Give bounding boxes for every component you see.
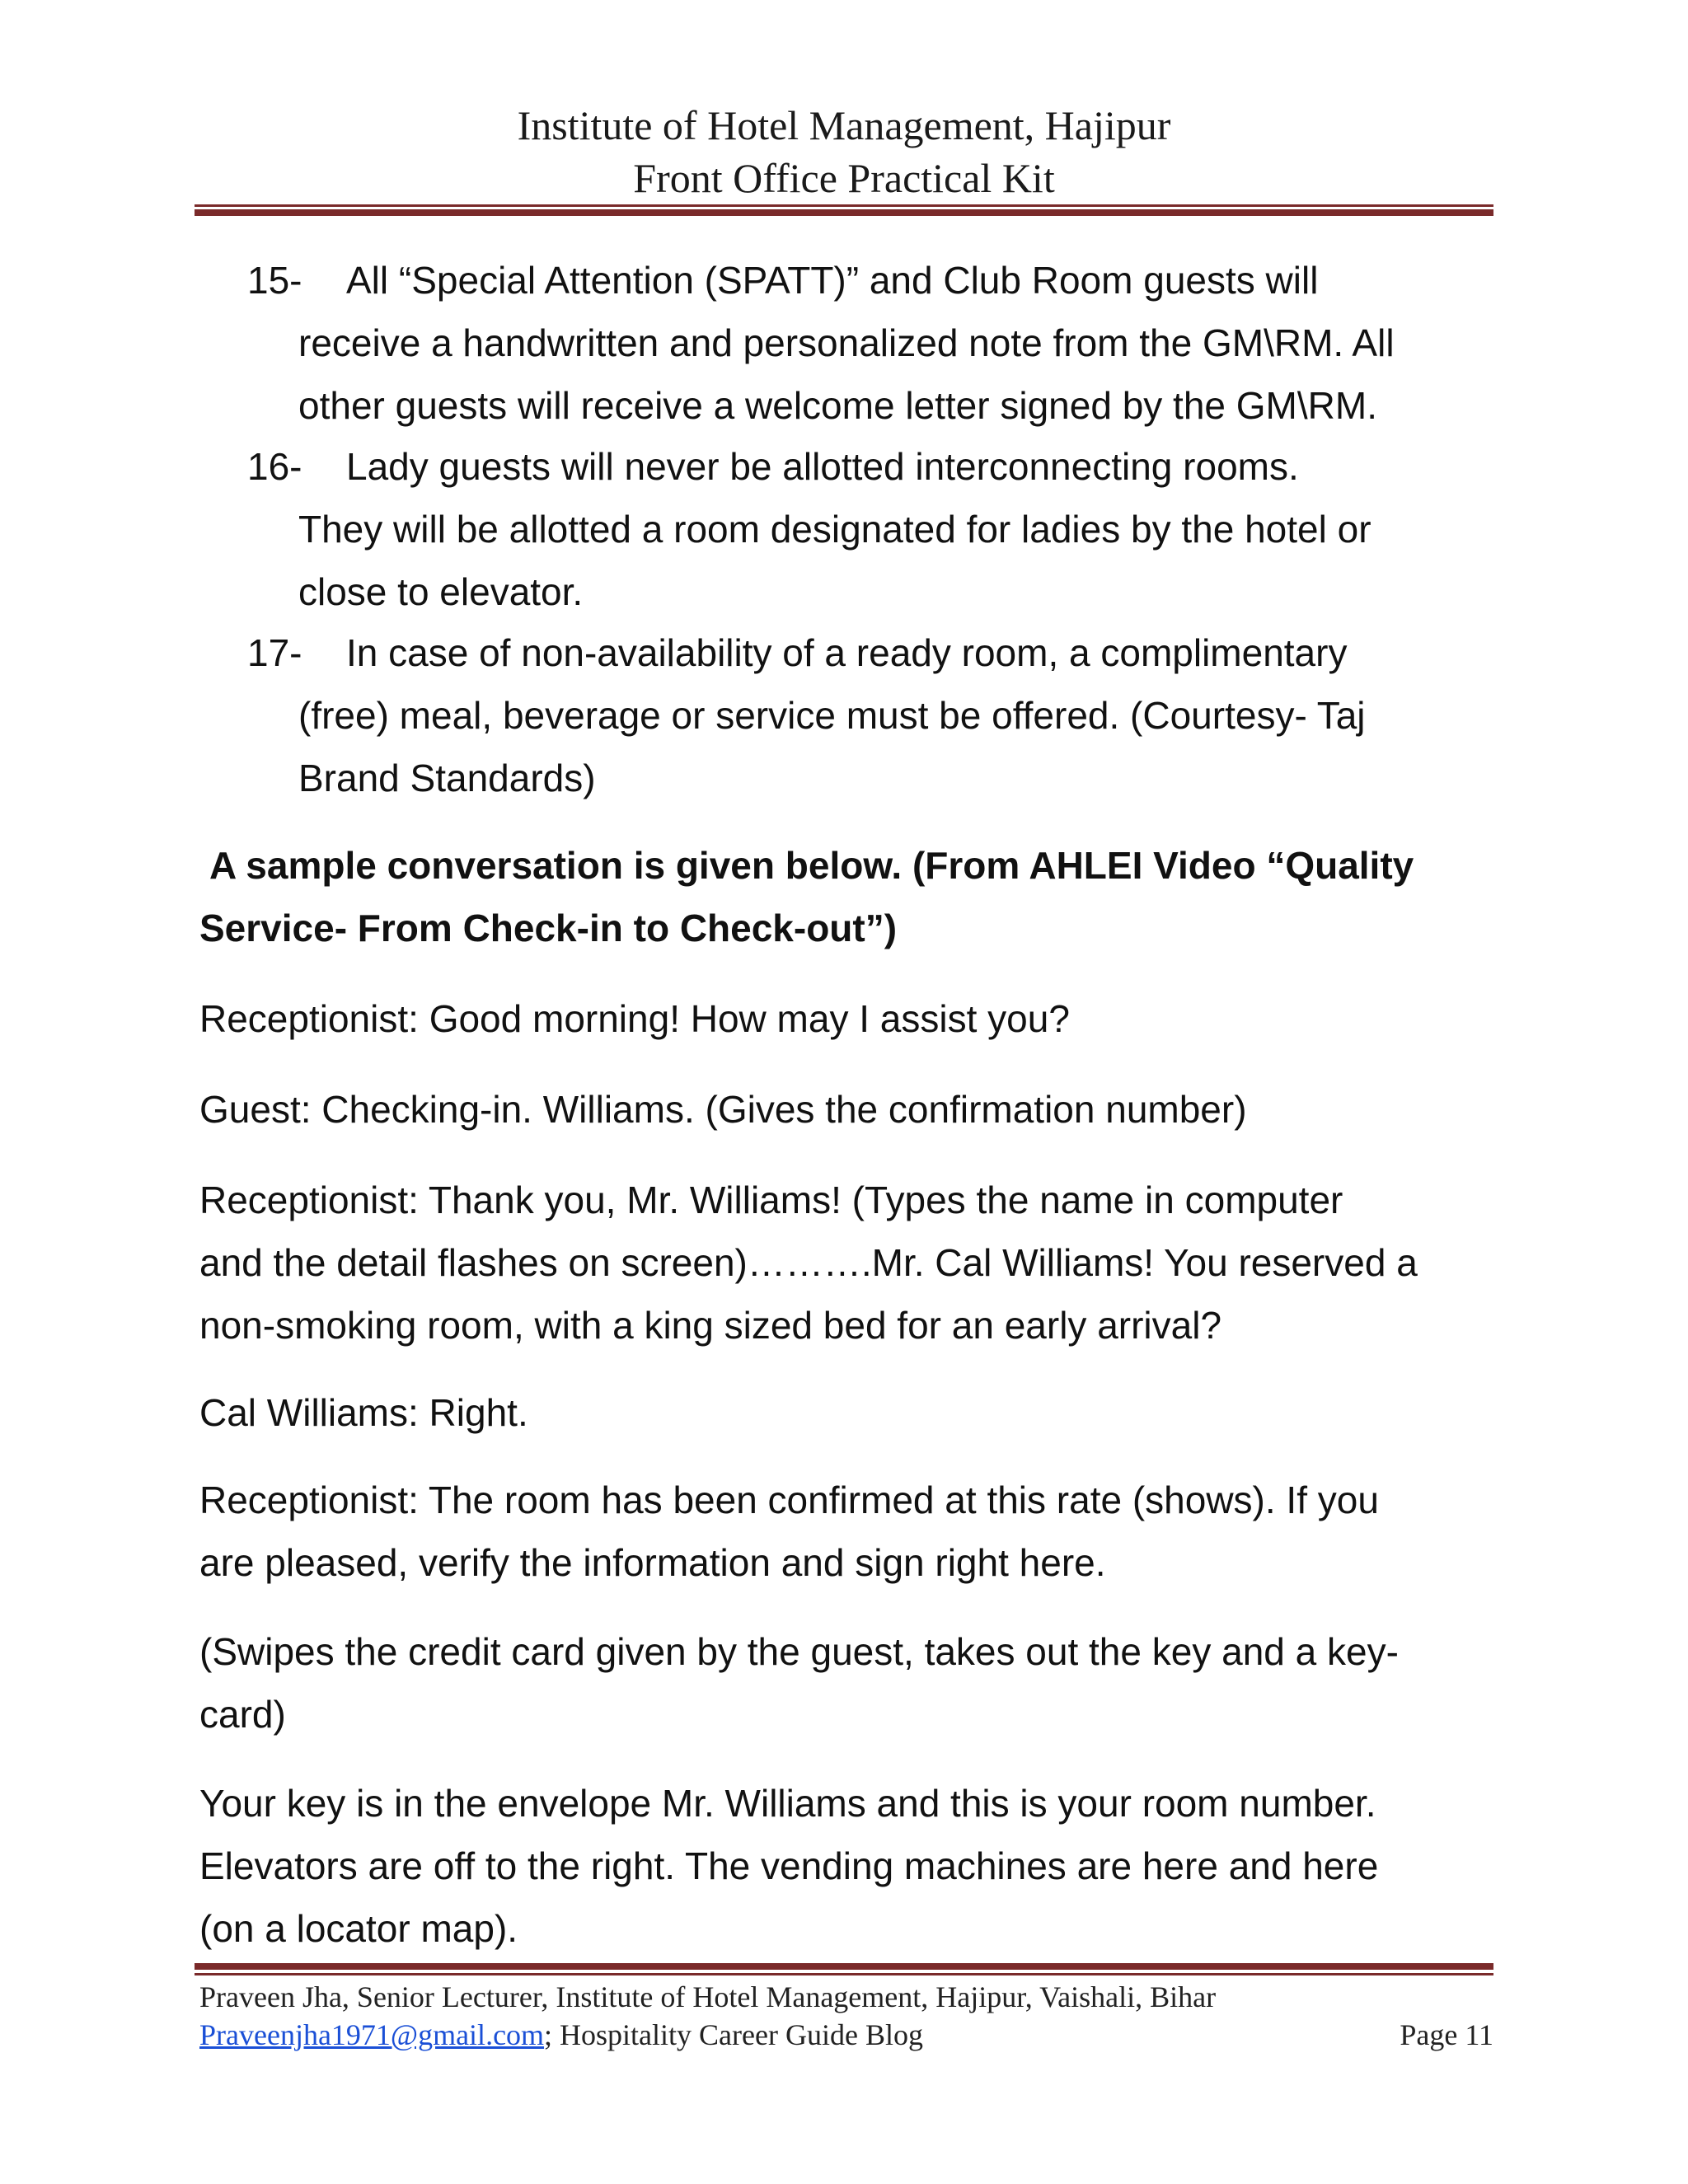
dialogue-paragraph: [199, 1469, 1493, 1594]
dialogue-line: Your key is in the envelope Mr. Williams and this is your room number.: [199, 1782, 1376, 1825]
header-kit-title: Front Office Practical Kit: [633, 155, 1055, 201]
dialogue-paragraph: [199, 987, 1493, 1050]
item-line: close to elevator.: [298, 570, 584, 613]
item-line: Brand Standards): [298, 757, 596, 799]
header-rule-top: [195, 204, 1493, 207]
heading-line: Service- From Check-in to Check-out”): [199, 907, 898, 949]
item-line: receive a handwritten and personalized note from the GM\RM. All: [298, 321, 1395, 364]
dialogue-line: Elevators are off to the right. The vending machines are here and here: [199, 1844, 1379, 1887]
dialogue-paragraph: [199, 1381, 1493, 1444]
page-footer: [199, 1978, 1493, 2054]
dialogue-line: (on a locator map).: [199, 1907, 518, 1950]
item-number: 16-: [247, 445, 302, 488]
dialogue-line: Receptionist: Good morning! How may I assist you?: [199, 997, 1070, 1040]
page-header: [195, 99, 1493, 204]
item-line: All “Special Attention (SPATT)” and Club Room guests will: [346, 259, 1319, 302]
dialogue-line: are pleased, verify the information and sign right here.: [199, 1541, 1106, 1584]
heading-line: A sample conversation is given below. (From AHLEI Video “Quality: [209, 844, 1414, 887]
conversation-heading: [199, 834, 1493, 959]
item-line: other guests will receive a welcome letter signed by the GM\RM.: [298, 384, 1377, 427]
dialogue-paragraph: [199, 1620, 1493, 1746]
dialogue-line: and the detail flashes on screen)……….Mr. Cal Williams! You reserved a: [199, 1241, 1418, 1284]
dialogue-paragraph: [199, 1169, 1493, 1357]
dialogue-paragraph: [199, 1772, 1493, 1960]
item-number: 17-: [247, 631, 302, 674]
list-item-17: [247, 621, 1493, 809]
dialogue-line: Cal Williams: Right.: [199, 1391, 528, 1434]
item-line: (free) meal, beverage or service must be offered. (Courtesy- Taj: [298, 694, 1366, 737]
footer-blog: ; Hospitality Career Guide Blog: [544, 2018, 923, 2051]
item-line: In case of non-availability of a ready room, a complimentary: [346, 631, 1348, 674]
header-rule-bottom: [195, 209, 1493, 216]
dialogue-line: (Swipes the credit card given by the guest, takes out the key and a key-: [199, 1630, 1399, 1673]
footer-rule-top: [195, 1963, 1493, 1970]
item-line: They will be allotted a room designated for ladies by the hotel or: [298, 508, 1372, 551]
email-link[interactable]: Praveenjha1971@gmail.com: [199, 2018, 545, 2051]
list-item-15: [247, 249, 1493, 437]
footer-author: Praveen Jha, Senior Lecturer, Institute of Hotel Management, Hajipur, Vaishali, Bihar: [199, 1980, 1217, 2013]
item-line: Lady guests will never be allotted interconnecting rooms.: [346, 445, 1299, 488]
dialogue-line: Receptionist: Thank you, Mr. Williams! (Types the name in computer: [199, 1179, 1343, 1221]
footer-rule-bottom: [195, 1973, 1493, 1975]
dialogue-paragraph: [199, 1078, 1493, 1141]
list-item-16: [247, 435, 1493, 623]
dialogue-line: Receptionist: The room has been confirmed at this rate (shows). If you: [199, 1479, 1379, 1521]
header-institute: Institute of Hotel Management, Hajipur: [517, 102, 1171, 148]
dialogue-line: non-smoking room, with a king sized bed for an early arrival?: [199, 1304, 1222, 1347]
item-number: 15-: [247, 259, 302, 302]
page-number: Page 11: [1400, 2018, 1493, 2051]
dialogue-line: Guest: Checking-in. Williams. (Gives the confirmation number): [199, 1088, 1247, 1131]
dialogue-line: card): [199, 1693, 286, 1736]
